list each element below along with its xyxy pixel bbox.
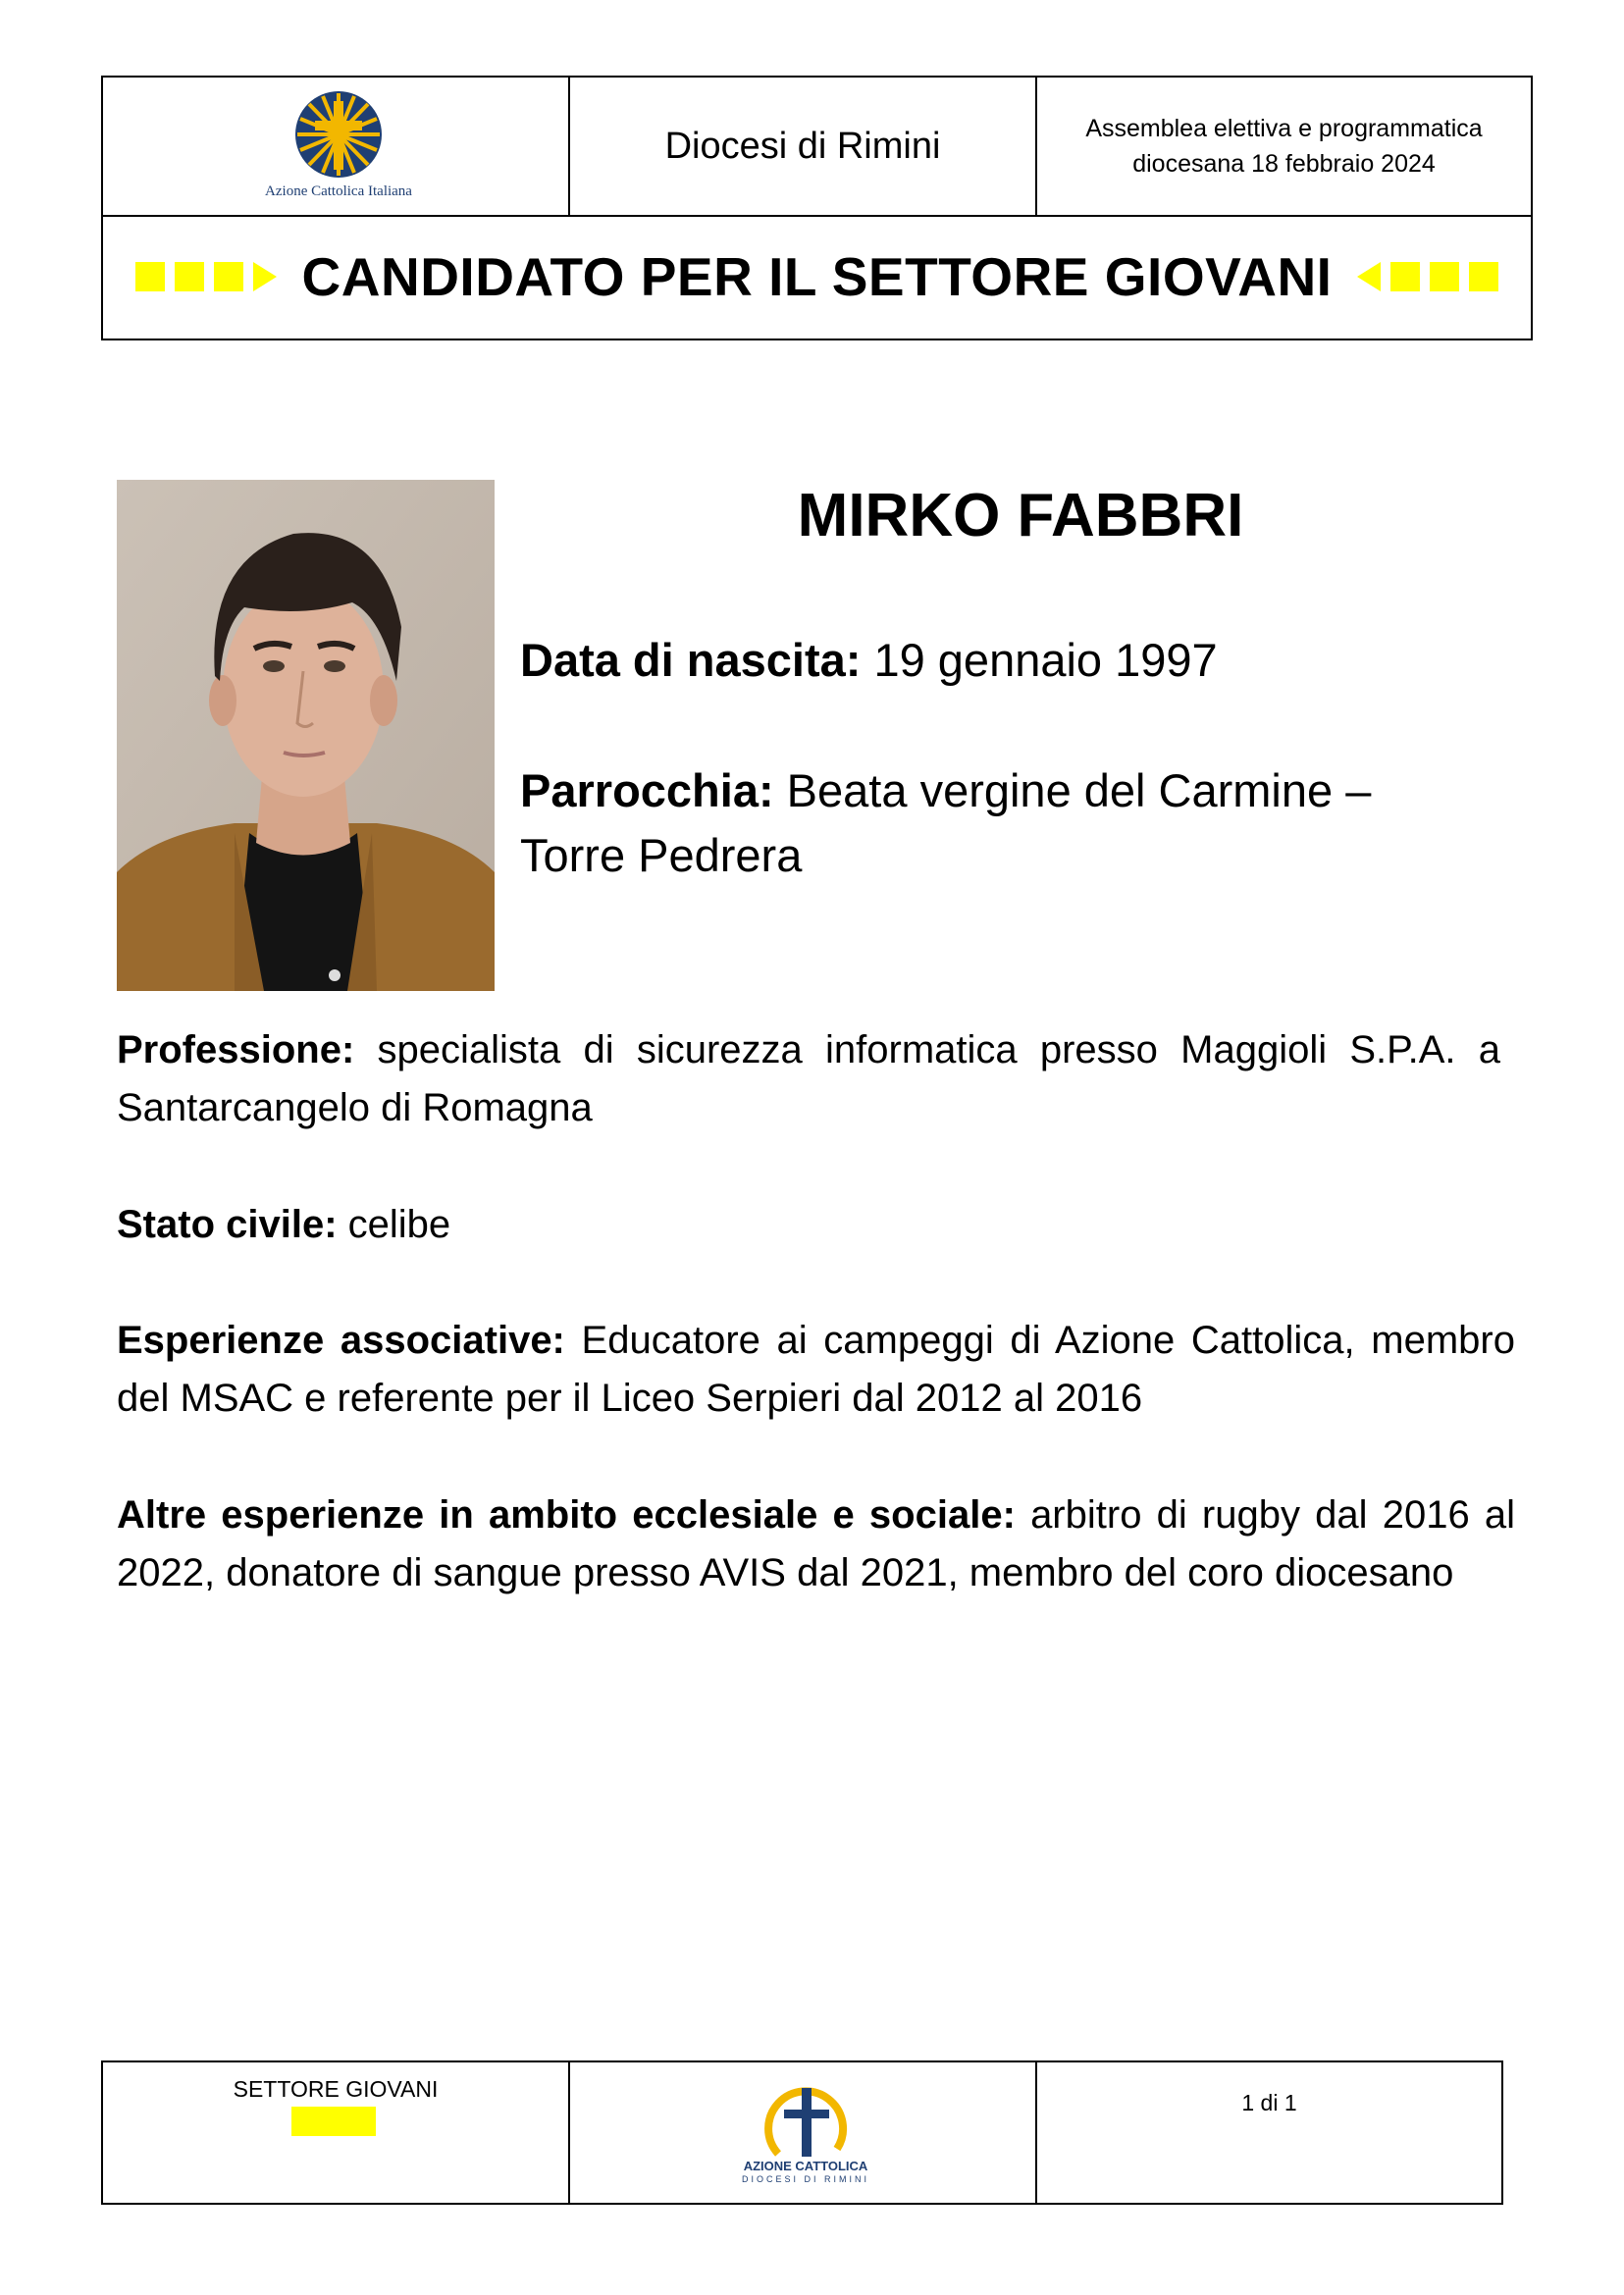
header-table xyxy=(101,76,1533,340)
event-title-line1: Assemblea elettiva e programmatica xyxy=(1085,115,1483,142)
candidate-name: MIRKO FABBRI xyxy=(797,482,1244,549)
footer-logo-line2: DIOCESI DI RIMINI xyxy=(741,2174,869,2184)
banner-title: CANDIDATO PER IL SETTORE GIOVANI xyxy=(301,246,1333,307)
civil-status xyxy=(117,1196,1515,1254)
other-experience xyxy=(117,1487,1515,1602)
header-diocese-cell xyxy=(570,78,1037,215)
page-number: 1 di 1 xyxy=(1241,2090,1297,2115)
diocese-name: Diocesi di Rimini xyxy=(664,125,941,167)
footer-page-cell xyxy=(1037,2062,1501,2203)
ac-rimini-emblem-icon xyxy=(717,2080,894,2159)
event-title xyxy=(1037,78,1531,215)
associative-experience-label: Esperienze associative: xyxy=(117,1319,565,1362)
parish-value-line2: Torre Pedrera xyxy=(520,829,803,881)
header-logo-cell xyxy=(103,78,570,215)
yellow-square-icon xyxy=(1390,262,1420,291)
other-experience-label: Altre esperienze in ambito ecclesiale e sociale: xyxy=(117,1493,1016,1537)
yellow-square-icon xyxy=(135,262,165,291)
yellow-square-icon xyxy=(1430,262,1459,291)
profession xyxy=(117,1021,1500,1137)
yellow-square-icon xyxy=(1469,262,1498,291)
associative-experience-value: Educatore ai campeggi di Azione Cattolica, membro del MSAC e referente per il Liceo Serpieri dal 2012 al 2016 xyxy=(117,1319,1515,1420)
footer-table xyxy=(101,2060,1503,2205)
footer-sector-cell xyxy=(103,2062,570,2203)
yellow-sector-marker xyxy=(291,2107,376,2136)
parish xyxy=(520,758,1501,888)
birth-date-value: 19 gennaio 1997 xyxy=(861,634,1218,686)
civil-status-value: celibe xyxy=(337,1203,451,1246)
profession-value: specialista di sicurezza informatica presso Maggioli S.P.A. a Santarcangelo di Romagna xyxy=(117,1028,1500,1129)
event-title-line2: diocesana 18 febbraio 2024 xyxy=(1132,150,1436,178)
candidate-photo xyxy=(117,480,495,991)
ac-emblem-icon xyxy=(240,87,437,185)
birth-date xyxy=(520,628,1501,693)
profession-label: Professione: xyxy=(117,1028,355,1071)
candidate-banner xyxy=(103,215,1531,339)
footer-sector-label: SETTORE GIOVANI xyxy=(233,2076,439,2102)
logo-caption: Azione Cattolica Italiana xyxy=(265,183,412,199)
arrow-left-icon xyxy=(1357,262,1381,291)
birth-date-label: Data di nascita: xyxy=(520,634,862,686)
azione-cattolica-rimini-logo xyxy=(717,2080,894,2198)
header-event-cell xyxy=(1037,78,1531,215)
other-experience-value: arbitro di rugby dal 2016 al 2022, donatore di sangue presso AVIS dal 2021, membro del coro diocesano xyxy=(117,1493,1515,1594)
azione-cattolica-logo xyxy=(240,87,437,205)
header-banner-row xyxy=(103,215,1531,339)
yellow-square-icon xyxy=(175,262,204,291)
civil-status-label: Stato civile: xyxy=(117,1203,338,1246)
parish-label: Parrocchia: xyxy=(520,764,774,816)
yellow-square-icon xyxy=(214,262,243,291)
associative-experience xyxy=(117,1312,1515,1428)
footer-logo-cell xyxy=(570,2062,1037,2203)
header-top-row xyxy=(103,78,1531,217)
parish-value-line1: Beata vergine del Carmine – xyxy=(773,764,1372,816)
arrow-right-icon xyxy=(253,262,277,291)
footer-logo-line1: AZIONE CATTOLICA xyxy=(743,2159,868,2173)
